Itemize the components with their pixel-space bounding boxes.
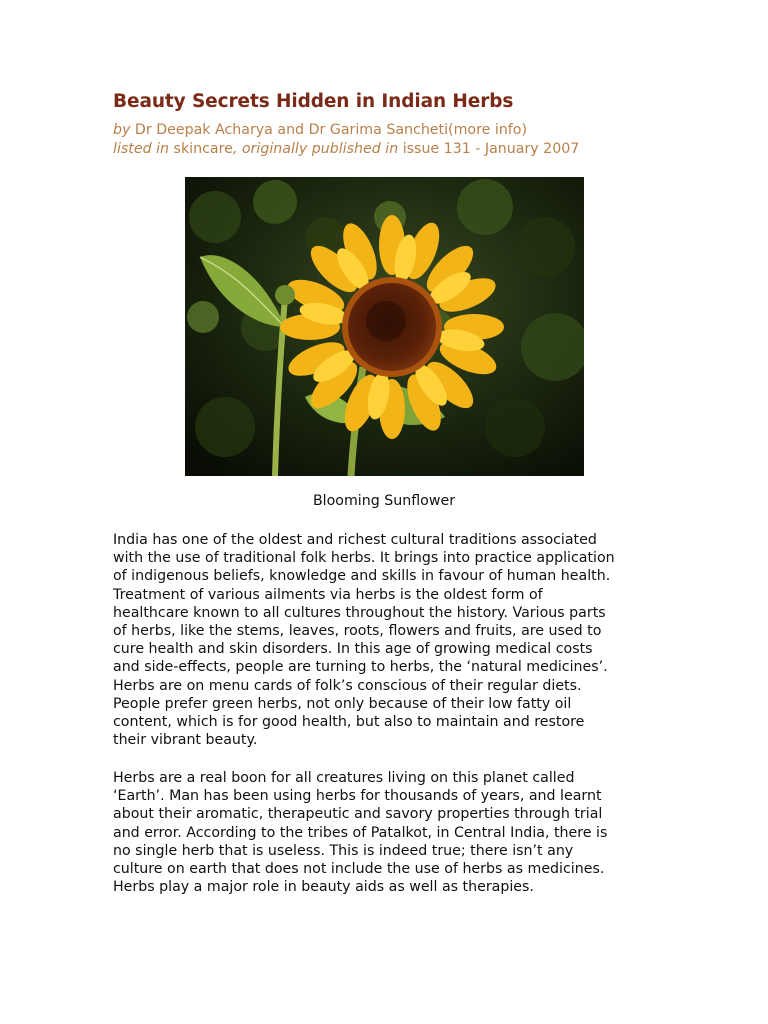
paragraph-2 — [113, 769, 658, 896]
paragraph-line: and error. According to the tribes of Patalkot, in Central India, there is — [113, 824, 608, 841]
paragraph-line: no single herb that is useless. This is indeed true; there isn’t any — [113, 842, 574, 859]
paragraph-line: of herbs, like the stems, leaves, roots, flowers and fruits, are used to — [113, 623, 602, 640]
paragraph-line: India has one of the oldest and richest cultural traditions associated — [113, 532, 597, 548]
listed-in-label: listed in — [113, 141, 170, 157]
paragraph-line: of indigenous beliefs, knowledge and skills in favour of human health. — [113, 568, 611, 585]
paragraph-line: and side-effects, people are turning to herbs, the ‘natural medicines’. — [113, 659, 608, 676]
byline-by: by — [113, 122, 131, 138]
paragraph-line: Treatment of various ailments via herbs is the oldest form of — [113, 586, 543, 603]
paragraph-1 — [113, 531, 658, 749]
paragraph-line: with the use of traditional folk herbs. It brings into practice application — [113, 550, 615, 567]
paragraph-line: Herbs play a major role in beauty aids as well as therapies. — [113, 879, 534, 896]
published-in-label: , originally published in — [232, 141, 399, 157]
paragraph-line: their vibrant beauty. — [113, 732, 258, 749]
paragraph-line: Herbs are a real boon for all creatures living on this planet called — [113, 770, 575, 786]
image-caption: Blooming Sunflower — [312, 493, 456, 509]
paragraph-line: healthcare known to all cultures throughout the history. Various parts — [113, 604, 606, 621]
byline — [113, 122, 527, 138]
paragraph-line: People prefer green herbs, not only because of their low fatty oil — [113, 695, 572, 712]
listing-info — [113, 141, 579, 157]
issue-link[interactable]: issue 131 - January 2007 — [402, 141, 580, 157]
paragraph-line: cure health and skin disorders. In this age of growing medical costs — [113, 641, 593, 658]
paragraph-line: content, which is for good health, but also to maintain and restore — [113, 714, 585, 731]
article-title: Beauty Secrets Hidden in Indian Herbs — [113, 91, 514, 112]
more-info-link[interactable]: (more info) — [448, 122, 527, 138]
category-link[interactable]: skincare — [173, 141, 233, 157]
paragraph-line: culture on earth that does not include the use of herbs as medicines. — [113, 861, 605, 878]
paragraph-line: Herbs are on menu cards of folk’s conscious of their regular diets. — [113, 677, 582, 694]
paragraph-line: ‘Earth’. Man has been using herbs for thousands of years, and learnt — [113, 788, 602, 805]
sunflower-photo — [185, 177, 584, 476]
paragraph-line: about their aromatic, therapeutic and savory properties through trial — [113, 806, 603, 823]
author-names-link[interactable]: Dr Deepak Acharya and Dr Garima Sancheti — [134, 122, 449, 138]
